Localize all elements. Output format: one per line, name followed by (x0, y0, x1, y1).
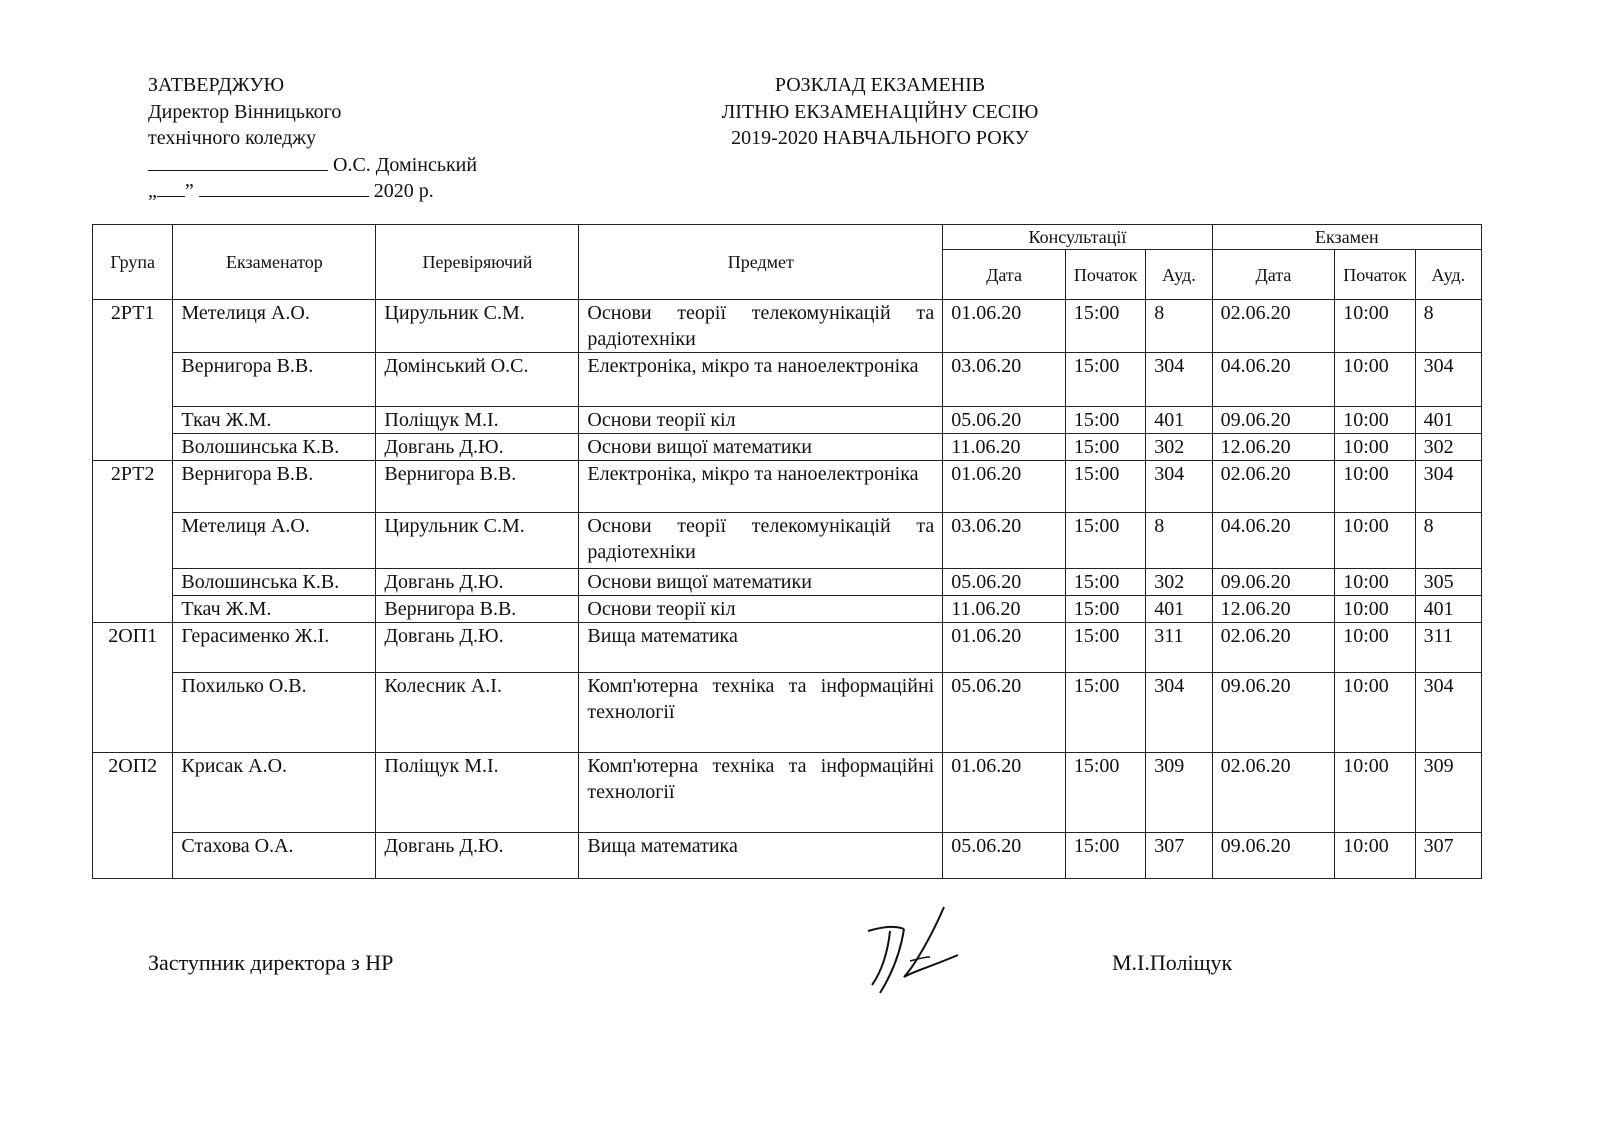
cell-subject: Основи теорії телекомунікацій та радіотехніки (579, 300, 943, 353)
cell-consult-time: 15:00 (1065, 673, 1145, 753)
cell-consult-room: 311 (1146, 623, 1212, 673)
cell-examiner: Ткач Ж.М. (173, 596, 376, 623)
cell-consult-room: 8 (1146, 300, 1212, 353)
approval-signer: О.С. Домінський (333, 153, 478, 176)
cell-exam-time: 10:00 (1335, 753, 1415, 833)
date-quote-close: ” (184, 180, 194, 202)
cell-examiner: Ткач Ж.М. (173, 407, 376, 434)
cell-exam-date: 02.06.20 (1212, 623, 1335, 673)
cell-exam-time: 10:00 (1335, 623, 1415, 673)
cell-exam-room: 304 (1415, 353, 1481, 407)
cell-exam-date: 09.06.20 (1212, 673, 1335, 753)
cell-exam-date: 09.06.20 (1212, 833, 1335, 879)
exam-schedule-table (92, 224, 1482, 879)
cell-examiner: Герасименко Ж.І. (173, 623, 376, 673)
table-row (93, 513, 1482, 569)
approval-year: 2020 р. (373, 180, 434, 202)
cell-exam-room: 8 (1415, 300, 1481, 353)
cell-exam-date: 02.06.20 (1212, 461, 1335, 513)
cell-consult-room: 8 (1146, 513, 1212, 569)
cell-consult-date: 11.06.20 (943, 434, 1066, 461)
footer-name: М.І.Поліщук (1112, 950, 1233, 975)
cell-exam-time: 10:00 (1335, 569, 1415, 596)
cell-consult-room: 304 (1146, 353, 1212, 407)
cell-consult-room: 304 (1146, 673, 1212, 753)
cell-checker: Вернигора В.В. (376, 461, 579, 513)
header-exam-start: Початок (1335, 250, 1415, 300)
cell-checker: Колесник А.І. (376, 673, 579, 753)
table-row (93, 461, 1482, 513)
cell-checker: Поліщук М.І. (376, 407, 579, 434)
approval-institution: технічного коледжу (148, 127, 317, 149)
cell-consult-room: 307 (1146, 833, 1212, 879)
cell-exam-date: 04.06.20 (1212, 513, 1335, 569)
header-exam-date: Дата (1212, 250, 1335, 300)
table-row (93, 300, 1482, 353)
cell-consult-date: 01.06.20 (943, 300, 1066, 353)
cell-consult-date: 05.06.20 (943, 569, 1066, 596)
cell-exam-date: 04.06.20 (1212, 353, 1335, 407)
header-subject: Предмет (579, 225, 943, 300)
cell-consult-room: 302 (1146, 569, 1212, 596)
cell-consult-room: 401 (1146, 596, 1212, 623)
cell-consult-date: 01.06.20 (943, 623, 1066, 673)
table-row (93, 753, 1482, 833)
cell-exam-room: 401 (1415, 407, 1481, 434)
cell-consult-time: 15:00 (1065, 461, 1145, 513)
cell-exam-time: 10:00 (1335, 300, 1415, 353)
cell-consult-time: 15:00 (1065, 569, 1145, 596)
table-row (93, 569, 1482, 596)
cell-exam-time: 10:00 (1335, 833, 1415, 879)
cell-subject: Комп'ютерна техніка та інформаційні технології (579, 753, 943, 833)
cell-exam-time: 10:00 (1335, 596, 1415, 623)
title-line-3: 2019-2020 НАВЧАЛЬНОГО РОКУ (731, 127, 1029, 149)
approval-heading: ЗАТВЕРДЖУЮ (148, 74, 285, 96)
group-name: 2ОП1 (93, 623, 173, 753)
signature-blank (148, 152, 328, 171)
cell-consult-time: 15:00 (1065, 513, 1145, 569)
month-blank (199, 178, 369, 197)
cell-exam-room: 307 (1415, 833, 1481, 879)
cell-checker: Домінський О.С. (376, 353, 579, 407)
cell-consult-room: 309 (1146, 753, 1212, 833)
cell-exam-time: 10:00 (1335, 407, 1415, 434)
table-row (93, 434, 1482, 461)
cell-examiner: Волошинська К.В. (173, 569, 376, 596)
header-consult-start: Початок (1065, 250, 1145, 300)
cell-examiner: Метелиця А.О. (173, 300, 376, 353)
day-blank (157, 178, 185, 197)
approval-position: Директор Вінницького (148, 100, 342, 123)
cell-subject: Основи теорії кіл (579, 407, 943, 434)
cell-consult-date: 05.06.20 (943, 673, 1066, 753)
table-row (93, 596, 1482, 623)
cell-consult-time: 15:00 (1065, 833, 1145, 879)
cell-exam-time: 10:00 (1335, 673, 1415, 753)
cell-checker: Поліщук М.І. (376, 753, 579, 833)
cell-consult-time: 15:00 (1065, 753, 1145, 833)
group-name: 2РТ2 (93, 461, 173, 623)
cell-exam-room: 8 (1415, 513, 1481, 569)
cell-subject: Основи теорії телекомунікацій та радіотехніки (579, 513, 943, 569)
title-line-2: ЛІТНЮ ЕКЗАМЕНАЦІЙНУ СЕСІЮ (721, 100, 1039, 123)
cell-consult-time: 15:00 (1065, 407, 1145, 434)
cell-subject: Основи теорії кіл (579, 596, 943, 623)
cell-exam-room: 309 (1415, 753, 1481, 833)
cell-exam-room: 305 (1415, 569, 1481, 596)
cell-consult-date: 01.06.20 (943, 461, 1066, 513)
cell-consult-date: 11.06.20 (943, 596, 1066, 623)
header-consult-room: Ауд. (1146, 250, 1212, 300)
signature-icon (860, 905, 970, 1005)
footer-position: Заступник директора з НР (148, 950, 394, 975)
cell-checker: Цирульник С.М. (376, 300, 579, 353)
cell-exam-room: 311 (1415, 623, 1481, 673)
cell-examiner: Стахова О.А. (173, 833, 376, 879)
cell-checker: Довгань Д.Ю. (376, 623, 579, 673)
cell-examiner: Вернигора В.В. (173, 353, 376, 407)
cell-checker: Цирульник С.М. (376, 513, 579, 569)
signature-image (860, 905, 970, 1010)
cell-exam-date: 12.06.20 (1212, 434, 1335, 461)
cell-exam-room: 304 (1415, 461, 1481, 513)
table-row (93, 353, 1482, 407)
cell-checker: Вернигора В.В. (376, 596, 579, 623)
approval-date-line (148, 178, 477, 205)
group-name: 2РТ1 (93, 300, 173, 461)
cell-subject: Вища математика (579, 623, 943, 673)
header-group: Група (93, 225, 173, 300)
cell-consult-date: 05.06.20 (943, 833, 1066, 879)
cell-exam-room: 401 (1415, 596, 1481, 623)
cell-examiner: Волошинська К.В. (173, 434, 376, 461)
cell-subject: Комп'ютерна техніка та інформаційні технології (579, 673, 943, 753)
cell-consult-room: 304 (1146, 461, 1212, 513)
cell-subject: Вища математика (579, 833, 943, 879)
cell-exam-time: 10:00 (1335, 353, 1415, 407)
cell-consult-date: 05.06.20 (943, 407, 1066, 434)
title-line-1: РОЗКЛАД ЕКЗАМЕНІВ (774, 74, 986, 96)
cell-examiner: Похилько О.В. (173, 673, 376, 753)
document-title (640, 72, 1120, 152)
date-quote-open: „ (148, 180, 157, 202)
cell-exam-room: 302 (1415, 434, 1481, 461)
table-row (93, 833, 1482, 879)
approval-signature-line (148, 152, 477, 179)
cell-consult-room: 401 (1146, 407, 1212, 434)
cell-exam-time: 10:00 (1335, 434, 1415, 461)
cell-exam-time: 10:00 (1335, 513, 1415, 569)
cell-consult-date: 01.06.20 (943, 753, 1066, 833)
cell-checker: Довгань Д.Ю. (376, 569, 579, 596)
cell-consult-time: 15:00 (1065, 353, 1145, 407)
header-exam-room: Ауд. (1415, 250, 1481, 300)
cell-examiner: Крисак А.О. (173, 753, 376, 833)
approval-block (148, 72, 477, 205)
cell-consult-time: 15:00 (1065, 434, 1145, 461)
cell-exam-date: 09.06.20 (1212, 407, 1335, 434)
cell-consult-room: 302 (1146, 434, 1212, 461)
cell-consult-date: 03.06.20 (943, 353, 1066, 407)
header-checker: Перевіряючий (376, 225, 579, 300)
cell-examiner: Метелиця А.О. (173, 513, 376, 569)
cell-exam-date: 02.06.20 (1212, 753, 1335, 833)
cell-consult-time: 15:00 (1065, 623, 1145, 673)
cell-exam-date: 12.06.20 (1212, 596, 1335, 623)
cell-subject: Основи вищої математики (579, 434, 943, 461)
cell-examiner: Вернигора В.В. (173, 461, 376, 513)
cell-subject: Електроніка, мікро та наноелектроніка (579, 353, 943, 407)
header-examiner: Екзаменатор (173, 225, 376, 300)
header-consult-date: Дата (943, 250, 1066, 300)
cell-exam-date: 02.06.20 (1212, 300, 1335, 353)
cell-exam-date: 09.06.20 (1212, 569, 1335, 596)
cell-exam-room: 304 (1415, 673, 1481, 753)
cell-exam-time: 10:00 (1335, 461, 1415, 513)
table-row (93, 407, 1482, 434)
header-exam: Екзамен (1212, 225, 1481, 250)
cell-subject: Основи вищої математики (579, 569, 943, 596)
cell-consult-date: 03.06.20 (943, 513, 1066, 569)
table-row (93, 673, 1482, 753)
cell-checker: Довгань Д.Ю. (376, 833, 579, 879)
cell-subject: Електроніка, мікро та наноелектроніка (579, 461, 943, 513)
cell-consult-time: 15:00 (1065, 300, 1145, 353)
header-consultations: Консультації (943, 225, 1212, 250)
cell-consult-time: 15:00 (1065, 596, 1145, 623)
table-row (93, 623, 1482, 673)
cell-checker: Довгань Д.Ю. (376, 434, 579, 461)
group-name: 2ОП2 (93, 753, 173, 879)
